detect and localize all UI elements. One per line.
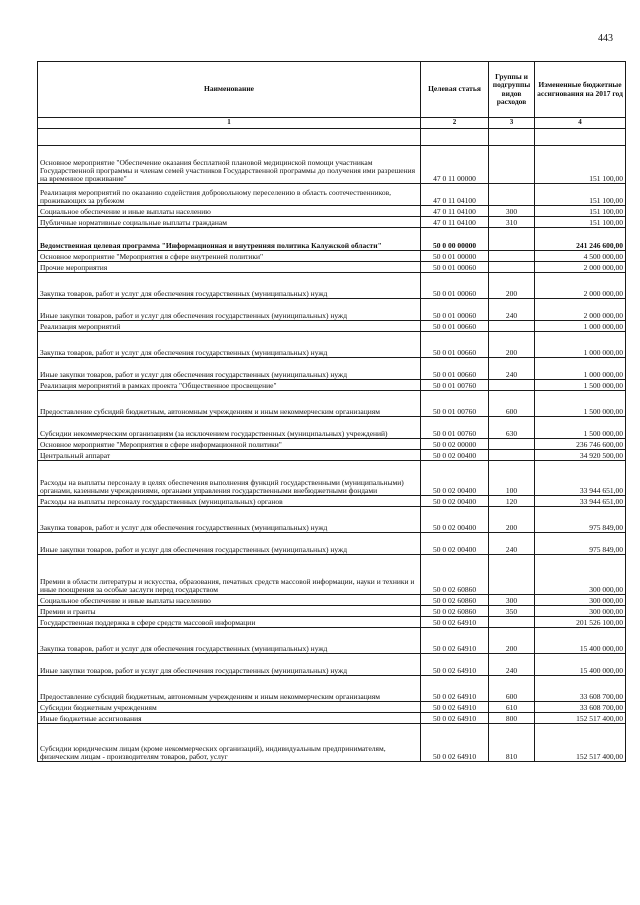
row-amount-cell: 151 100,00 [535,206,626,217]
row-target-article-cell: 50 0 01 00760 [421,417,489,439]
row-amount-cell: 33 944 651,00 [535,496,626,507]
table-row [38,299,626,321]
row-expense-group-cell [489,321,535,332]
row-name-cell: Ведомственная целевая программа "Информационная и внутренняя политика Калужской области" [38,228,421,251]
row-amount-cell: 1 000 000,00 [535,321,626,332]
row-name-cell: Закупка товаров, работ и услуг для обеспечения государственных (муниципальных) нужд [38,628,421,654]
page-number: 443 [598,33,613,44]
row-target-article-cell: 50 0 01 00760 [421,391,489,417]
row-expense-group-cell: 310 [489,217,535,228]
row-expense-group-cell: 800 [489,713,535,724]
row-target-article-cell: 50 0 02 64910 [421,676,489,702]
row-expense-group-cell: 350 [489,606,535,617]
row-amount-cell: 300 000,00 [535,555,626,595]
row-name-cell: Социальное обеспечение и иные выплаты населению [38,206,421,217]
row-expense-group-cell [489,380,535,391]
table-row [38,724,626,762]
row-name-cell: Закупка товаров, работ и услуг для обеспечения государственных (муниципальных) нужд [38,273,421,299]
row-target-article-cell: 50 0 02 00400 [421,450,489,461]
row-amount-cell: 1 000 000,00 [535,358,626,380]
row-name-cell [38,129,421,146]
table-row [38,273,626,299]
row-target-article-cell: 50 0 02 64910 [421,713,489,724]
row-amount-cell [535,129,626,146]
row-expense-group-cell [489,262,535,273]
row-name-cell: Государственная поддержка в сфере средств массовой информации [38,617,421,628]
row-amount-cell: 201 526 100,00 [535,617,626,628]
row-expense-group-cell: 240 [489,533,535,555]
row-amount-cell: 300 000,00 [535,606,626,617]
row-amount-cell: 33 608 700,00 [535,676,626,702]
table-row [38,702,626,713]
table-row [38,332,626,358]
row-name-cell: Закупка товаров, работ и услуг для обеспечения государственных (муниципальных) нужд [38,332,421,358]
row-target-article-cell: 50 0 02 00400 [421,507,489,533]
row-expense-group-cell [489,450,535,461]
row-expense-group-cell: 200 [489,507,535,533]
row-target-article-cell: 50 0 01 00060 [421,262,489,273]
table-row [38,461,626,496]
row-target-article-cell: 50 0 01 00060 [421,273,489,299]
header-name: Наименование [38,62,421,118]
row-expense-group-cell: 240 [489,299,535,321]
row-name-cell: Основное мероприятие "Мероприятия в сфере информационной политики" [38,439,421,450]
table-row [38,496,626,507]
row-amount-cell: 1 500 000,00 [535,391,626,417]
row-expense-group-cell: 600 [489,676,535,702]
row-target-article-cell: 50 0 01 00060 [421,299,489,321]
row-name-cell: Иные закупки товаров, работ и услуг для обеспечения государственных (муниципальных) нужд [38,654,421,676]
table-row [38,450,626,461]
row-name-cell: Основное мероприятие "Мероприятия в сфере внутренней политики" [38,251,421,262]
row-name-cell: Премии и гранты [38,606,421,617]
table-row [38,358,626,380]
row-name-cell: Реализация мероприятий [38,321,421,332]
row-name-cell: Иные закупки товаров, работ и услуг для обеспечения государственных (муниципальных) нужд [38,533,421,555]
row-amount-cell: 151 100,00 [535,146,626,184]
row-expense-group-cell: 810 [489,724,535,762]
row-name-cell: Иные закупки товаров, работ и услуг для обеспечения государственных (муниципальных) нужд [38,358,421,380]
table-row [38,380,626,391]
header-expense-group: Группы и подгруппы видов расходов [489,62,535,118]
row-name-cell: Центральный аппарат [38,450,421,461]
header-target-article: Целевая статья [421,62,489,118]
row-amount-cell: 2 000 000,00 [535,273,626,299]
row-expense-group-cell [489,184,535,206]
row-name-cell: Основное мероприятие "Обеспечение оказания бесплатной плановой медицинской помощи участникам Государственной программы и членам семей участников Государственной программы до получения ими разрешения на временное проживание" [38,146,421,184]
row-amount-cell: 4 500 000,00 [535,251,626,262]
row-target-article-cell: 50 0 00 00000 [421,228,489,251]
table-row [38,184,626,206]
table-row [38,262,626,273]
row-target-article-cell: 50 0 02 00000 [421,439,489,450]
row-name-cell: Расходы на выплаты персоналу государственных (муниципальных) органов [38,496,421,507]
budget-table [37,61,626,762]
row-target-article-cell: 50 0 02 60860 [421,555,489,595]
row-amount-cell: 2 000 000,00 [535,262,626,273]
row-expense-group-cell [489,129,535,146]
row-expense-group-cell: 610 [489,702,535,713]
row-amount-cell: 33 944 651,00 [535,461,626,496]
table-row [38,713,626,724]
row-target-article-cell: 50 0 02 60860 [421,606,489,617]
row-target-article-cell: 50 0 02 00400 [421,461,489,496]
table-row [38,555,626,595]
row-expense-group-cell: 240 [489,654,535,676]
row-amount-cell: 151 100,00 [535,217,626,228]
row-target-article-cell: 50 0 02 00400 [421,496,489,507]
column-number-row [38,118,626,129]
row-expense-group-cell: 100 [489,461,535,496]
row-target-article-cell: 50 0 02 64910 [421,724,489,762]
table-row [38,417,626,439]
table-row [38,654,626,676]
row-expense-group-cell [489,251,535,262]
row-name-cell: Реализация мероприятий в рамках проекта "Общественное просвещение" [38,380,421,391]
row-expense-group-cell: 120 [489,496,535,507]
row-expense-group-cell [489,228,535,251]
row-name-cell: Прочие мероприятия [38,262,421,273]
table-body [38,129,626,762]
row-amount-cell: 236 746 600,00 [535,439,626,450]
row-amount-cell: 2 000 000,00 [535,299,626,321]
row-expense-group-cell: 300 [489,206,535,217]
row-target-article-cell: 50 0 02 64910 [421,654,489,676]
row-target-article-cell: 50 0 02 64910 [421,617,489,628]
row-target-article-cell [421,129,489,146]
row-name-cell: Премии в области литературы и искусства, образования, печатных средств массовой информации, науки и техники и иные поощрения за особые заслуги перед государством [38,555,421,595]
row-expense-group-cell [489,146,535,184]
table-row [38,391,626,417]
table-row [38,439,626,450]
row-amount-cell: 34 920 500,00 [535,450,626,461]
row-expense-group-cell [489,617,535,628]
row-target-article-cell: 47 0 11 04100 [421,206,489,217]
row-amount-cell: 1 000 000,00 [535,332,626,358]
row-amount-cell: 15 400 000,00 [535,654,626,676]
table-row [38,533,626,555]
row-target-article-cell: 50 0 02 64910 [421,628,489,654]
row-expense-group-cell: 200 [489,273,535,299]
row-amount-cell: 1 500 000,00 [535,417,626,439]
row-expense-group-cell: 240 [489,358,535,380]
table-row [38,217,626,228]
row-amount-cell: 152 517 400,00 [535,724,626,762]
row-target-article-cell: 50 0 02 00400 [421,533,489,555]
row-amount-cell: 151 100,00 [535,184,626,206]
row-target-article-cell: 47 0 11 00000 [421,146,489,184]
table-row [38,129,626,146]
row-target-article-cell: 50 0 01 00000 [421,251,489,262]
table-row [38,606,626,617]
header-row [38,62,626,118]
table-row [38,228,626,251]
table-row [38,206,626,217]
row-name-cell: Субсидии некоммерческим организациям (за исключением государственных (муниципальных) учреждений) [38,417,421,439]
row-name-cell: Публичные нормативные социальные выплаты гражданам [38,217,421,228]
row-expense-group-cell [489,555,535,595]
row-amount-cell: 1 500 000,00 [535,380,626,391]
row-expense-group-cell: 200 [489,332,535,358]
row-amount-cell: 975 849,00 [535,533,626,555]
row-target-article-cell: 50 0 01 00660 [421,321,489,332]
row-name-cell: Предоставление субсидий бюджетным, автономным учреждениям и иным некоммерческим организациям [38,391,421,417]
header-amount: Измененные бюджетные ассигнования на 2017 год [535,62,626,118]
row-amount-cell: 975 849,00 [535,507,626,533]
table-row [38,146,626,184]
row-target-article-cell: 50 0 01 00660 [421,358,489,380]
column-number: 2 [421,118,489,129]
row-expense-group-cell: 200 [489,628,535,654]
column-number: 4 [535,118,626,129]
table-row [38,595,626,606]
row-amount-cell: 152 517 400,00 [535,713,626,724]
row-target-article-cell: 50 0 02 64910 [421,702,489,713]
row-name-cell: Реализация мероприятий по оказанию содействия добровольному переселению в область соотечественников, проживающих за рубежом [38,184,421,206]
row-amount-cell: 241 246 600,00 [535,228,626,251]
row-amount-cell: 33 608 700,00 [535,702,626,713]
row-name-cell: Иные бюджетные ассигнования [38,713,421,724]
row-target-article-cell: 50 0 01 00660 [421,332,489,358]
column-number: 3 [489,118,535,129]
row-name-cell: Иные закупки товаров, работ и услуг для обеспечения государственных (муниципальных) нужд [38,299,421,321]
row-expense-group-cell: 600 [489,391,535,417]
row-target-article-cell: 47 0 11 04100 [421,184,489,206]
row-expense-group-cell: 630 [489,417,535,439]
table-row [38,507,626,533]
row-name-cell: Субсидии бюджетным учреждениям [38,702,421,713]
column-number: 1 [38,118,421,129]
row-target-article-cell: 50 0 01 00760 [421,380,489,391]
table-row [38,676,626,702]
row-name-cell: Предоставление субсидий бюджетным, автономным учреждениям и иным некоммерческим организациям [38,676,421,702]
row-expense-group-cell [489,439,535,450]
row-amount-cell: 15 400 000,00 [535,628,626,654]
row-name-cell: Закупка товаров, работ и услуг для обеспечения государственных (муниципальных) нужд [38,507,421,533]
row-target-article-cell: 50 0 02 60860 [421,595,489,606]
row-name-cell: Социальное обеспечение и иные выплаты населению [38,595,421,606]
row-amount-cell: 300 000,00 [535,595,626,606]
table-row [38,251,626,262]
table-row [38,617,626,628]
row-expense-group-cell: 300 [489,595,535,606]
row-target-article-cell: 47 0 11 04100 [421,217,489,228]
row-name-cell: Расходы на выплаты персоналу в целях обеспечения выполнения функций государственными (муниципальными) органами, казенными учреждениями, органами управления государственными внебюджетными фондами [38,461,421,496]
table-row [38,321,626,332]
table-row [38,628,626,654]
row-name-cell: Субсидии юридическим лицам (кроме некоммерческих организаций), индивидуальным предпринимателям, физическим лицам - производителям товаров, работ, услуг [38,724,421,762]
